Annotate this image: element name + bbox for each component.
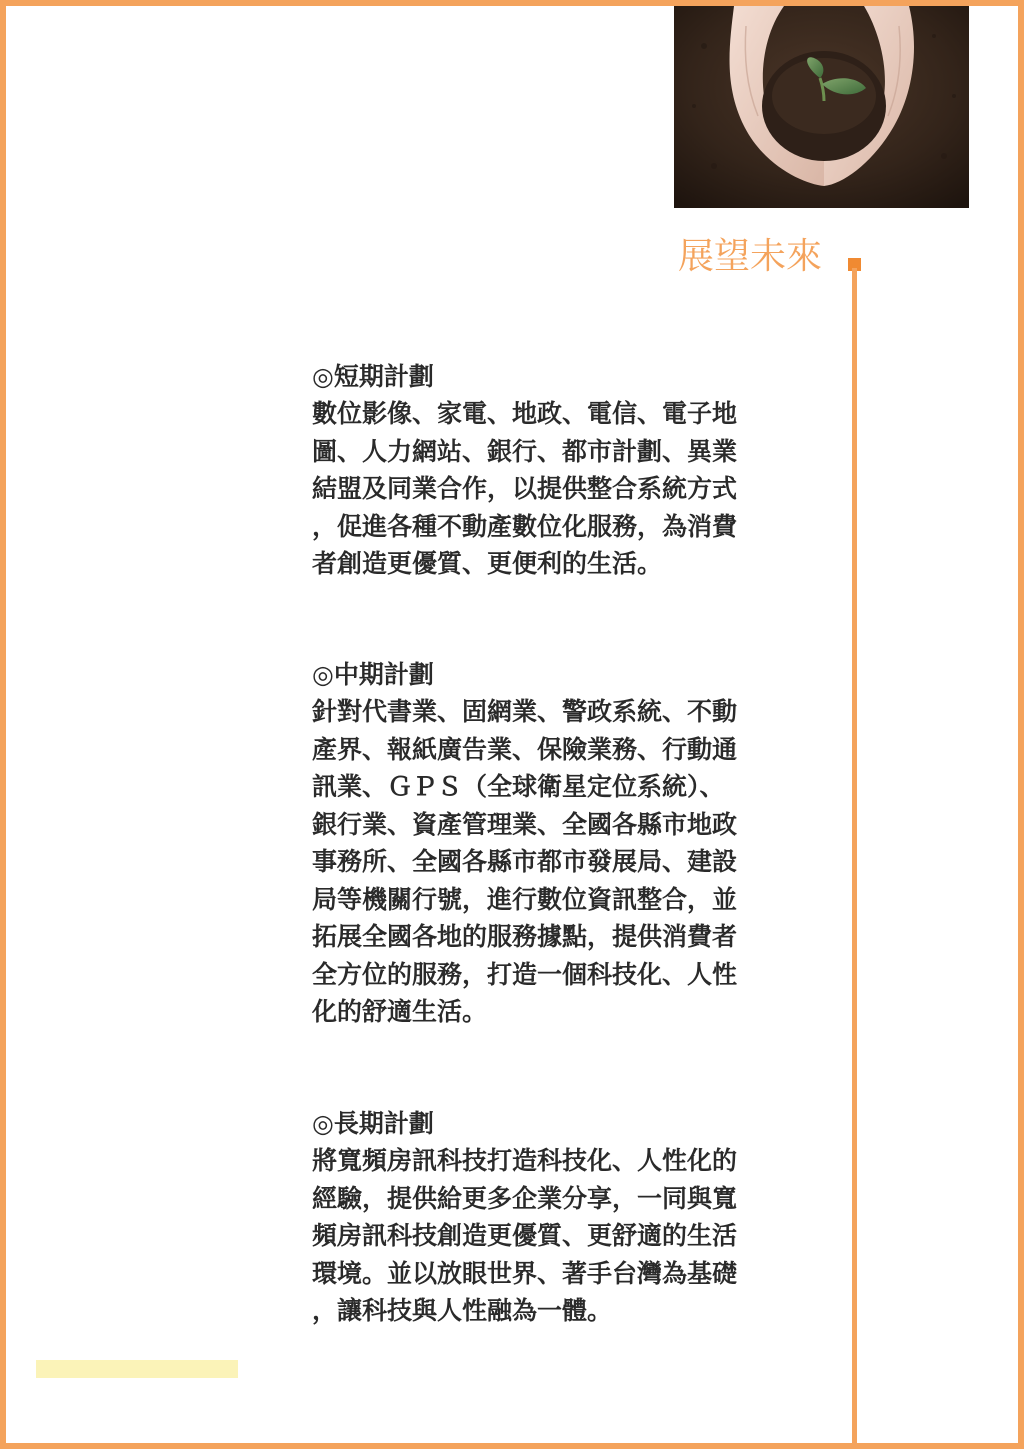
short-term-heading: ◎短期計劃 xyxy=(312,362,434,391)
long-term-line: 頻房訊科技創造更優質、更舒適的生活 xyxy=(312,1221,738,1250)
mid-term-line: 訊業、ＧＰＳ（全球衛星定位系統）、 xyxy=(312,772,725,801)
mid-term-heading: ◎中期計劃 xyxy=(312,660,434,689)
short-term-line: 者創造更優質、更便利的生活。 xyxy=(312,549,663,578)
short-term-plan xyxy=(312,358,802,583)
mid-term-line: 針對代書業、固網業、警政系統、不動 xyxy=(312,697,738,726)
long-term-line: 環境。並以放眼世界、著手台灣為基礎 xyxy=(312,1258,738,1288)
timeline-line xyxy=(852,268,857,1449)
highlighter-mark xyxy=(36,1360,238,1378)
short-term-line: 結盟及同業合作，以提供整合系統方式 xyxy=(312,474,738,503)
section-title: 展望未來 xyxy=(678,236,823,277)
long-term-plan xyxy=(312,1105,802,1330)
hands-seedling-photo xyxy=(674,6,969,208)
mid-term-plan xyxy=(312,656,802,1031)
mid-term-line: 化的舒適生活。 xyxy=(312,997,488,1026)
mid-term-line: 產界、報紙廣告業、保險業務、行動通 xyxy=(312,734,738,764)
long-term-line: 將寬頻房訊科技打造科技化、人性化的 xyxy=(312,1146,738,1175)
long-term-heading: ◎長期計劃 xyxy=(312,1109,434,1138)
mid-term-line: 拓展全國各地的服務據點，提供消費者 xyxy=(312,922,738,951)
mid-term-line: 局等機關行號，進行數位資訊整合，並 xyxy=(312,884,738,914)
mid-term-line: 銀行業、資產管理業、全國各縣市地政 xyxy=(312,809,738,839)
mid-term-line: 事務所、全國各縣市都市發展局、建設 xyxy=(312,847,738,876)
short-term-line: ，促進各種不動產數位化服務，為消費 xyxy=(312,511,738,541)
mid-term-line: 全方位的服務，打造一個科技化、人性 xyxy=(312,959,738,989)
long-term-line: 經驗，提供給更多企業分享，一同與寬 xyxy=(312,1183,738,1213)
long-term-line: ，讓科技與人性融為一體。 xyxy=(312,1296,613,1325)
short-term-line: 數位影像、家電、地政、電信、電子地 xyxy=(312,399,738,428)
short-term-line: 圖、人力網站、銀行、都市計劃、異業 xyxy=(312,436,738,466)
